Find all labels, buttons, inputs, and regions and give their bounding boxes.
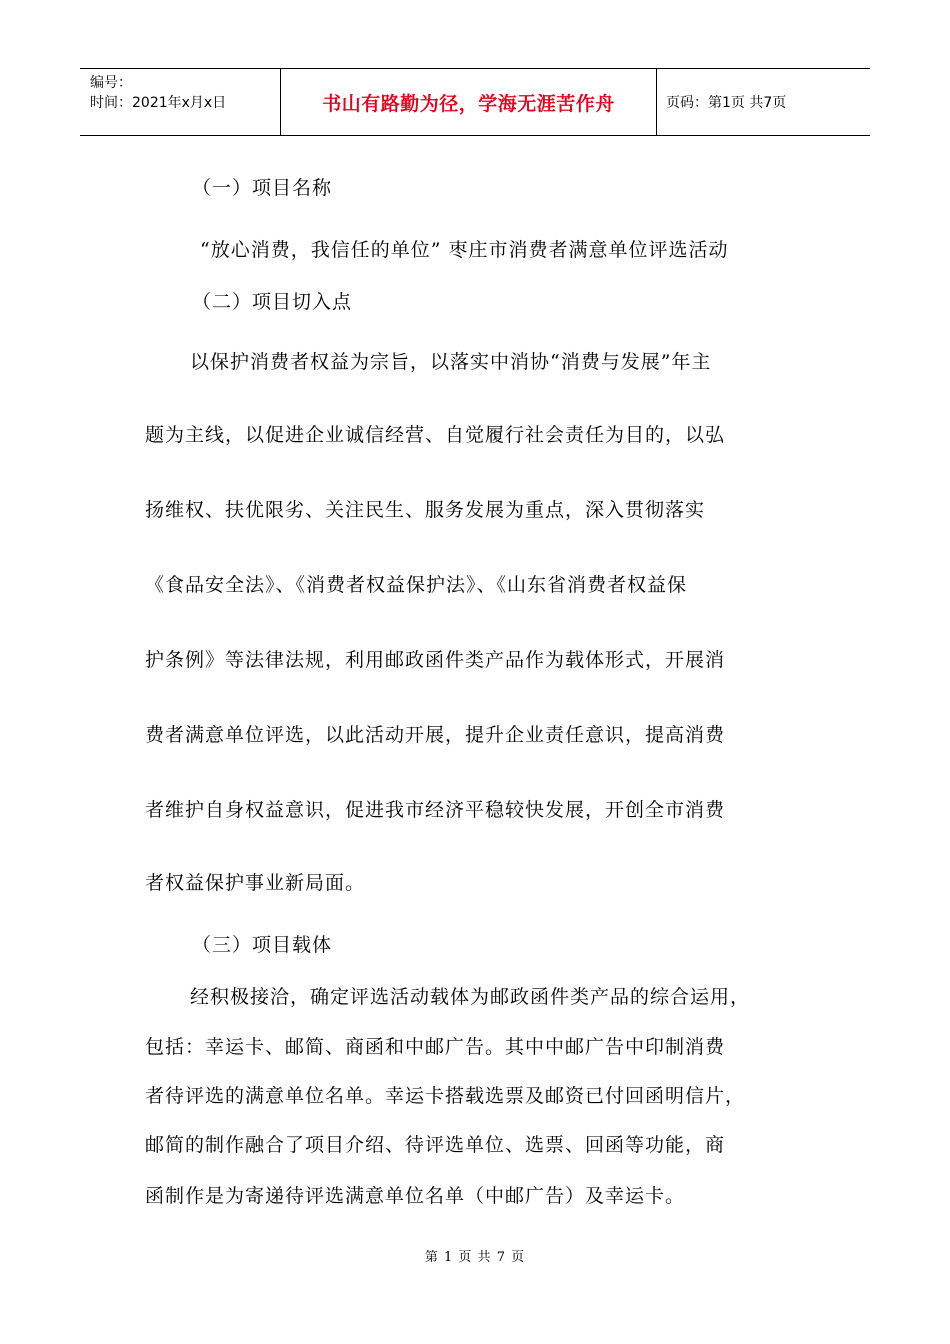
header-motto: 书山有路勤为径，学海无涯苦作舟 (281, 69, 657, 135)
header-page-info: 页码：第1页 共7页 (666, 95, 787, 111)
paragraph-line: 函制作是为寄递待评选满意单位名单（中邮广告）及幸运卡。 (145, 1185, 686, 1207)
paragraph-line: 扬维权、扶优限劣、关注民生、服务发展为重点，深入贯彻落实 (145, 499, 706, 521)
header-number-label: 编号： (90, 75, 132, 91)
project-name-line: “放心消费，我信任的单位” 枣庄市消费者满意单位评选活动 (200, 239, 729, 261)
paragraph-line: 护条例》等法律法规，利用邮政函件类产品作为载体形式，开展消 (145, 649, 726, 671)
paragraph-line: 费者满意单位评选，以此活动开展，提升企业责任意识，提高消费 (145, 724, 726, 746)
paragraph-line: 邮简的制作融合了项目介绍、待评选单位、选票、回函等功能，商 (145, 1134, 726, 1156)
paragraph-line: 者维护自身权益意识，促进我市经济平稳较快发展，开创全市消费 (145, 799, 726, 821)
paragraph-line: 经积极接洽，确定评选活动载体为邮政函件类产品的综合运用， (190, 986, 751, 1008)
section-heading-2: （二）项目切入点 (192, 291, 353, 313)
paragraph-line: 《食品安全法》、《消费者权益保护法》、《山东省消费者权益保 (145, 574, 688, 596)
page-header (80, 68, 870, 136)
paragraph-line: 包括：幸运卡、邮简、商函和中邮广告。其中中邮广告中印制消费 (145, 1036, 726, 1058)
section-heading-3: （三）项目载体 (192, 934, 333, 956)
paragraph-line: 题为主线，以促进企业诚信经营、自觉履行社会责任为目的，以弘 (145, 424, 726, 446)
header-date: 时间：2021年x月x日 (90, 95, 227, 111)
paragraph-line: 以保护消费者权益为宗旨，以落实中消协“消费与发展”年主 (190, 351, 712, 373)
page-footer-number: 第 1 页 共 7 页 (424, 1250, 526, 1265)
header-meta (80, 69, 281, 135)
section-heading-1: （一）项目名称 (192, 177, 333, 199)
paragraph-line: 者待评选的满意单位名单。幸运卡搭载选票及邮资已付回函明信片， (145, 1085, 746, 1107)
paragraph-line: 者权益保护事业新局面。 (145, 872, 366, 894)
